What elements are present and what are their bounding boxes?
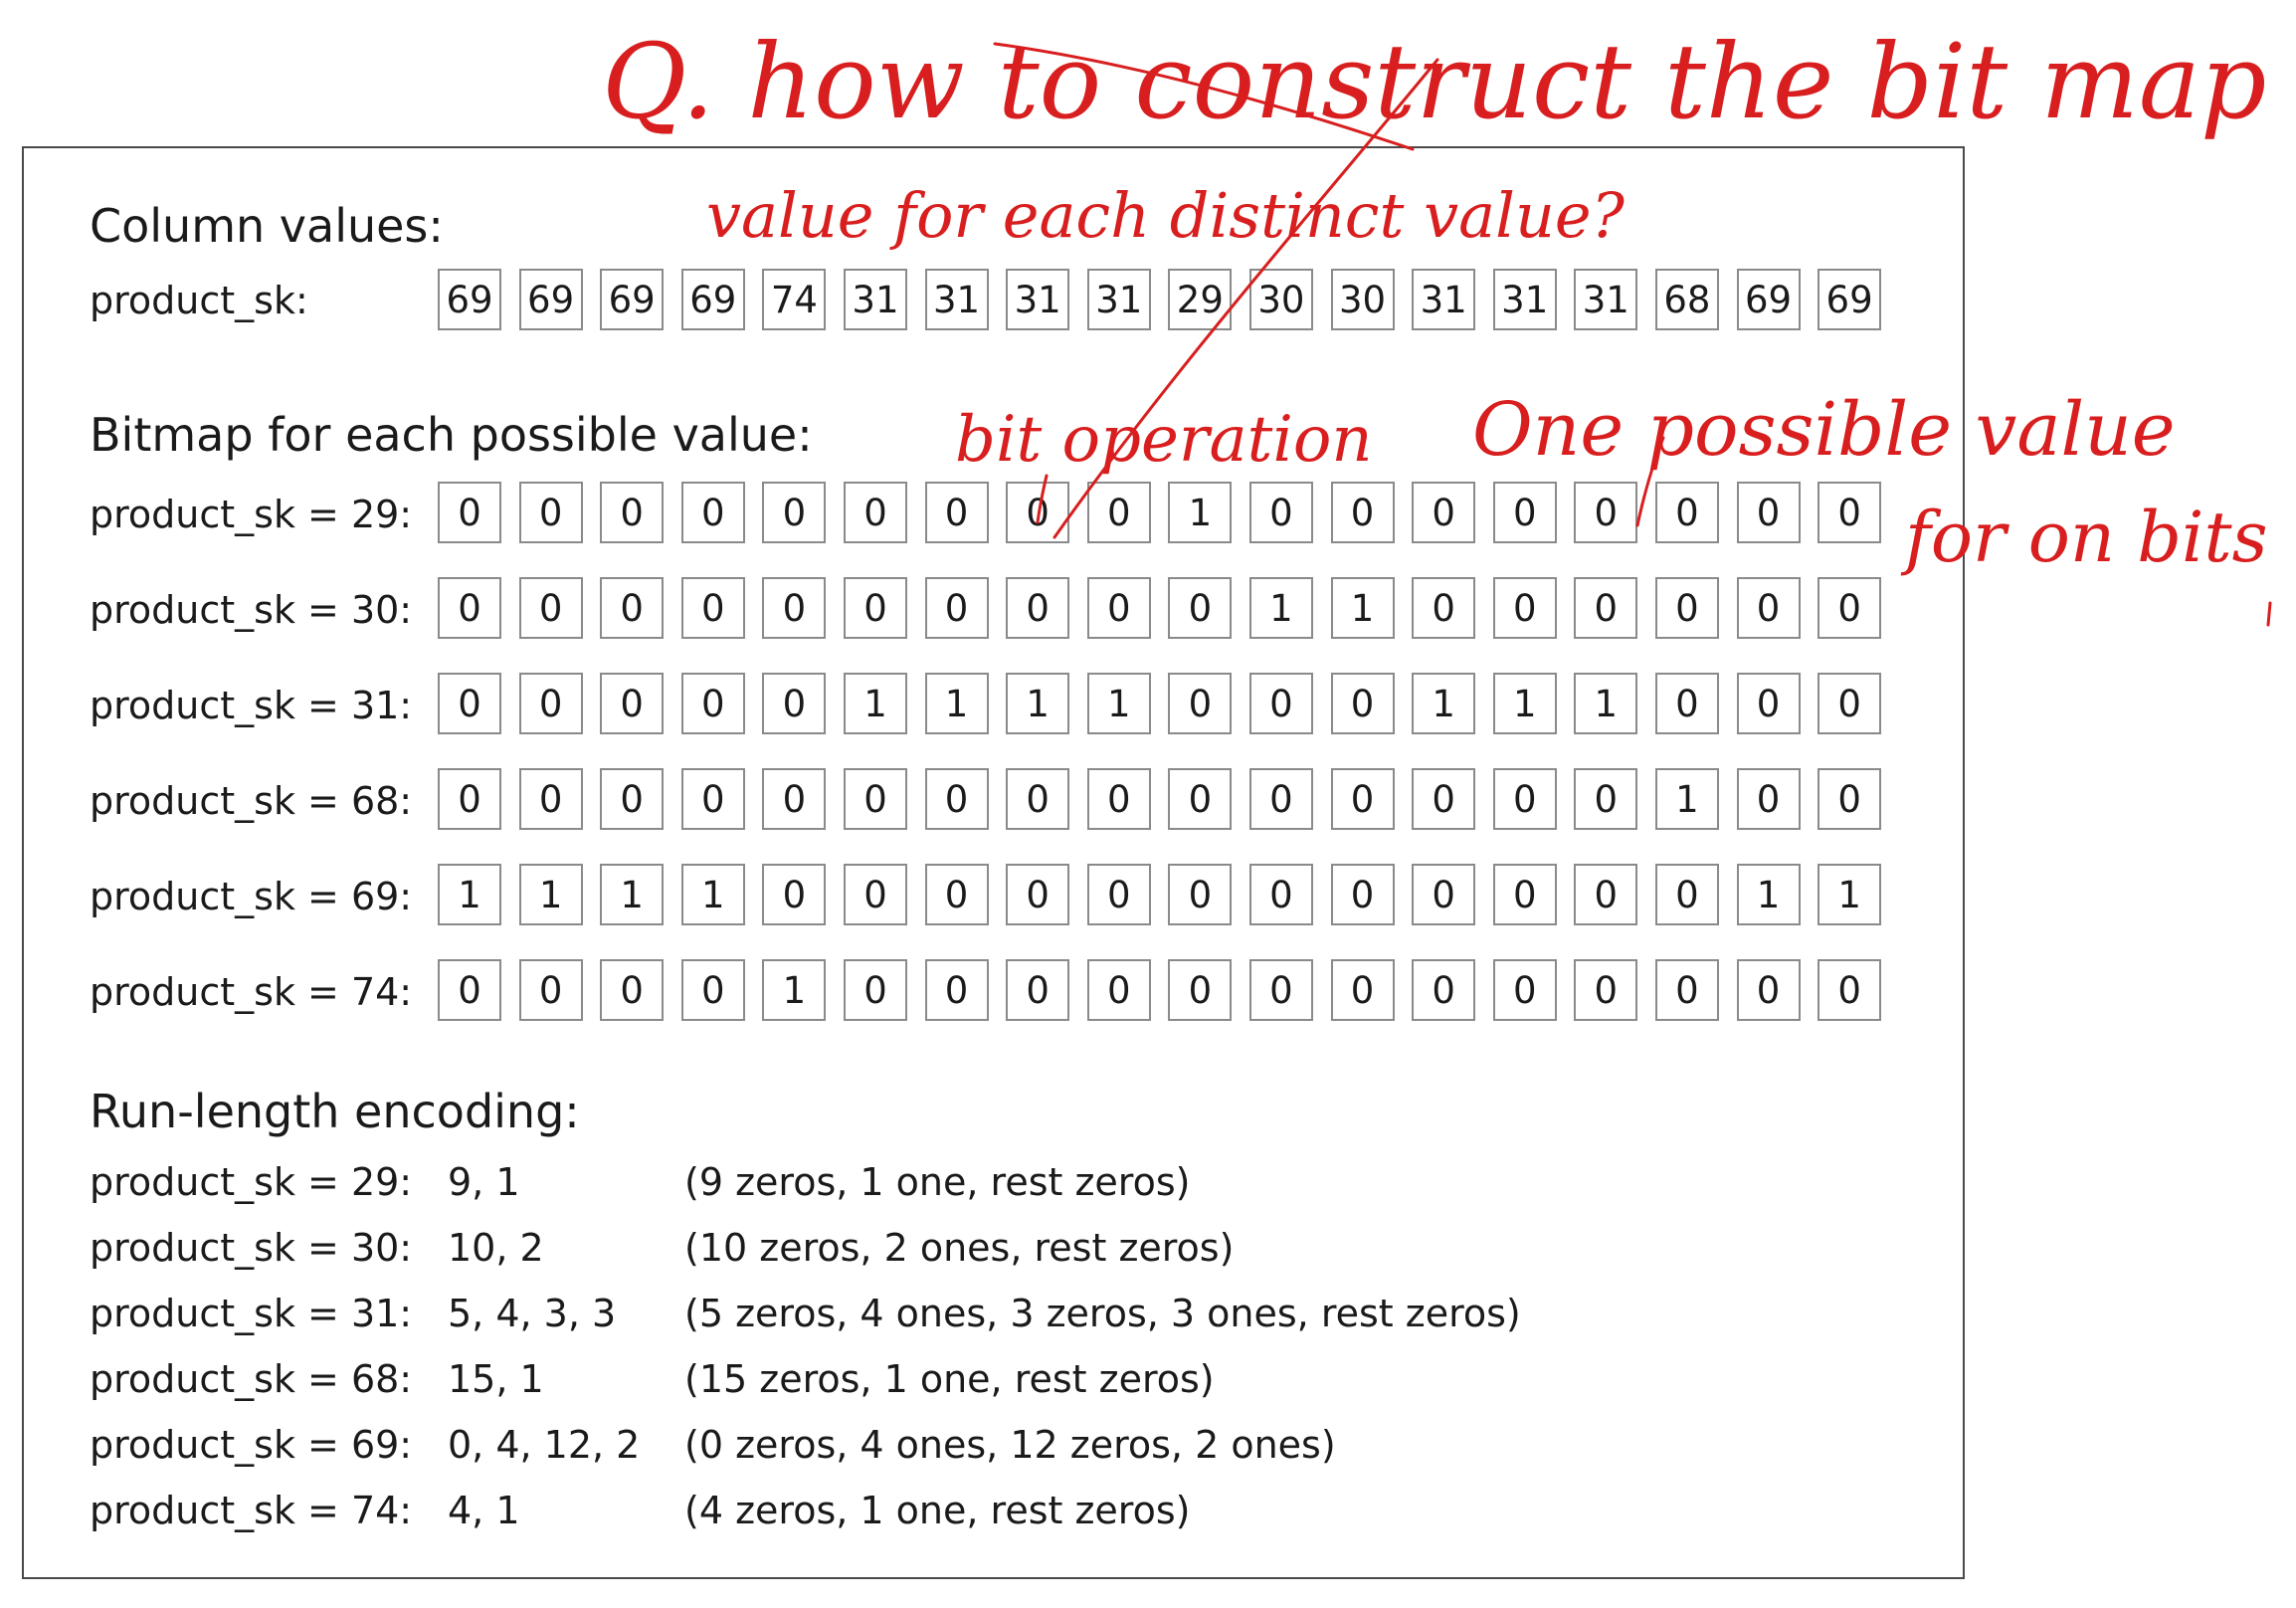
- bit-cell: 0: [1574, 577, 1637, 639]
- bit-cell: 0: [1818, 959, 1881, 1021]
- bit-cell: 0: [844, 959, 907, 1021]
- bit-cell: 0: [1006, 768, 1069, 830]
- bit-cell: 1: [844, 673, 907, 734]
- column-value-cell: 31: [1087, 269, 1151, 330]
- bit-cell: 0: [762, 673, 826, 734]
- bit-cell: 0: [600, 482, 664, 543]
- bitmap-row-cells: [438, 482, 1881, 543]
- column-value-cell: 69: [1737, 269, 1801, 330]
- bit-cell: 0: [600, 673, 664, 734]
- bit-cell: 0: [1412, 482, 1475, 543]
- bit-cell: 0: [519, 673, 583, 734]
- bit-cell: 1: [1493, 673, 1557, 734]
- bit-cell: 0: [600, 577, 664, 639]
- bitmap-row-cells: [438, 673, 1881, 734]
- bit-cell: 0: [844, 768, 907, 830]
- rle-row-runs: 4, 1: [448, 1489, 520, 1532]
- bit-cell: 1: [1818, 864, 1881, 925]
- bit-cell: 0: [1574, 768, 1637, 830]
- column-value-cell: 31: [1006, 269, 1069, 330]
- bit-cell: 0: [925, 768, 989, 830]
- bit-cell: 0: [681, 482, 745, 543]
- bit-cell: 1: [1249, 577, 1313, 639]
- bit-cell: 0: [1818, 577, 1881, 639]
- column-value-cell: 29: [1168, 269, 1232, 330]
- bit-cell: 1: [1087, 673, 1151, 734]
- bit-cell: 0: [519, 959, 583, 1021]
- bit-cell: 0: [1168, 768, 1232, 830]
- bit-cell: 0: [925, 577, 989, 639]
- bit-cell: 0: [1574, 482, 1637, 543]
- rle-row-note: (15 zeros, 1 one, rest zeros): [684, 1357, 1215, 1401]
- bit-cell: 0: [1249, 959, 1313, 1021]
- bitmap-row-label: product_sk = 68:: [90, 779, 413, 823]
- bit-cell: 0: [1331, 482, 1395, 543]
- bit-cell: 0: [1493, 577, 1557, 639]
- bit-cell: 0: [1168, 864, 1232, 925]
- bitmap-row-label: product_sk = 31:: [90, 684, 413, 727]
- bit-cell: 0: [438, 482, 501, 543]
- bit-cell: 0: [600, 768, 664, 830]
- bit-cell: 0: [1412, 864, 1475, 925]
- column-value-cell: 31: [925, 269, 989, 330]
- column-values-heading: Column values:: [90, 199, 444, 253]
- bit-cell: 0: [1168, 959, 1232, 1021]
- bit-cell: 0: [681, 577, 745, 639]
- bit-cell: 0: [1331, 768, 1395, 830]
- rle-heading: Run-length encoding:: [90, 1085, 580, 1138]
- column-value-cell: 68: [1655, 269, 1719, 330]
- bitmap-row-label: product_sk = 74:: [90, 970, 413, 1014]
- bit-cell: 0: [762, 768, 826, 830]
- bit-cell: 0: [1493, 768, 1557, 830]
- bit-cell: 0: [1006, 482, 1069, 543]
- rle-row-note: (0 zeros, 4 ones, 12 zeros, 2 ones): [684, 1423, 1336, 1467]
- rle-row-runs: 5, 4, 3, 3: [448, 1292, 617, 1335]
- bit-cell: 0: [600, 959, 664, 1021]
- column-value-cell: 30: [1331, 269, 1395, 330]
- bit-cell: 0: [438, 768, 501, 830]
- bit-cell: 0: [1818, 768, 1881, 830]
- column-value-cell: 74: [762, 269, 826, 330]
- bitmap-row-cells: [438, 864, 1881, 925]
- column-value-cell: 69: [1818, 269, 1881, 330]
- bit-cell: 0: [438, 577, 501, 639]
- bitmap-heading: Bitmap for each possible value:: [90, 408, 813, 462]
- bit-cell: 1: [681, 864, 745, 925]
- bit-cell: 0: [1493, 959, 1557, 1021]
- bit-cell: 0: [1493, 864, 1557, 925]
- bit-cell: 0: [1249, 673, 1313, 734]
- column-value-cell: 31: [1412, 269, 1475, 330]
- bit-cell: 0: [1006, 577, 1069, 639]
- bit-cell: 0: [1087, 864, 1151, 925]
- bit-cell: 0: [762, 577, 826, 639]
- bit-cell: 0: [438, 673, 501, 734]
- bit-cell: 0: [1818, 482, 1881, 543]
- bit-cell: 0: [1655, 959, 1719, 1021]
- rle-row-runs: 15, 1: [448, 1357, 544, 1401]
- bit-cell: 0: [438, 959, 501, 1021]
- bit-cell: 0: [1331, 959, 1395, 1021]
- bit-cell: 1: [1737, 864, 1801, 925]
- bit-cell: 1: [925, 673, 989, 734]
- bit-cell: 0: [1087, 482, 1151, 543]
- bit-cell: 0: [1574, 864, 1637, 925]
- bit-cell: 0: [1006, 864, 1069, 925]
- bit-cell: 0: [1655, 577, 1719, 639]
- bit-cell: 0: [1006, 959, 1069, 1021]
- bit-cell: 0: [1087, 577, 1151, 639]
- bit-cell: 0: [1737, 673, 1801, 734]
- bit-cell: 0: [681, 673, 745, 734]
- column-value-cell: 30: [1249, 269, 1313, 330]
- bit-cell: 1: [1006, 673, 1069, 734]
- bit-cell: 0: [844, 482, 907, 543]
- column-value-cell: 31: [844, 269, 907, 330]
- bit-cell: 0: [1737, 768, 1801, 830]
- bit-cell: 0: [762, 864, 826, 925]
- bitmap-row-cells: [438, 577, 1881, 639]
- bit-cell: 0: [1331, 673, 1395, 734]
- bitmap-row-label: product_sk = 30:: [90, 588, 413, 632]
- rle-row-runs: 9, 1: [448, 1160, 520, 1204]
- bit-cell: 0: [1087, 959, 1151, 1021]
- rle-row-label: product_sk = 74:: [90, 1489, 413, 1532]
- bit-cell: 0: [1087, 768, 1151, 830]
- rle-row-label: product_sk = 31:: [90, 1292, 413, 1335]
- bit-cell: 0: [1655, 482, 1719, 543]
- bits-tick: [2268, 603, 2270, 625]
- rle-row-note: (9 zeros, 1 one, rest zeros): [684, 1160, 1191, 1204]
- bit-cell: 0: [519, 577, 583, 639]
- bit-cell: 0: [519, 482, 583, 543]
- bit-cell: 0: [681, 768, 745, 830]
- bit-cell: 0: [925, 959, 989, 1021]
- rle-row-label: product_sk = 69:: [90, 1423, 413, 1467]
- bit-cell: 0: [1249, 864, 1313, 925]
- bit-cell: 0: [1737, 577, 1801, 639]
- bit-cell: 0: [1493, 482, 1557, 543]
- annotation-question-line1: Q. how to construct the bit map: [602, 21, 2267, 142]
- bit-cell: 0: [681, 959, 745, 1021]
- column-values-label: product_sk:: [90, 279, 308, 322]
- annotation-answer-line2: for on bits: [1905, 497, 2268, 578]
- bit-cell: 0: [1168, 673, 1232, 734]
- bit-cell: 0: [1737, 959, 1801, 1021]
- bitmap-row-cells: [438, 959, 1881, 1021]
- bit-cell: 0: [1412, 577, 1475, 639]
- bit-cell: 1: [1412, 673, 1475, 734]
- bit-cell: 0: [1655, 673, 1719, 734]
- bit-cell: 0: [1818, 673, 1881, 734]
- column-value-cell: 69: [600, 269, 664, 330]
- bitmap-row-label: product_sk = 69:: [90, 875, 413, 918]
- bit-cell: 1: [438, 864, 501, 925]
- bit-cell: 1: [600, 864, 664, 925]
- bit-cell: 0: [1249, 768, 1313, 830]
- column-values-cells: [438, 269, 1881, 330]
- column-value-cell: 31: [1493, 269, 1557, 330]
- bit-cell: 0: [1737, 482, 1801, 543]
- bit-cell: 0: [1655, 864, 1719, 925]
- rle-row-note: (5 zeros, 4 ones, 3 zeros, 3 ones, rest zeros): [684, 1292, 1521, 1335]
- bit-cell: 0: [844, 864, 907, 925]
- bit-cell: 0: [519, 768, 583, 830]
- bit-cell: 1: [762, 959, 826, 1021]
- annotation-question-line2: value for each distinct value?: [706, 179, 1625, 252]
- bit-cell: 0: [844, 577, 907, 639]
- bit-cell: 0: [762, 482, 826, 543]
- bit-cell: 0: [1412, 768, 1475, 830]
- annotation-bit-operation: bit operation: [955, 403, 1373, 477]
- annotation-answer-line1: One possible value: [1472, 387, 2176, 473]
- bit-cell: 1: [1331, 577, 1395, 639]
- bit-cell: 0: [1331, 864, 1395, 925]
- bit-cell: 1: [1655, 768, 1719, 830]
- column-value-cell: 69: [519, 269, 583, 330]
- rle-row-note: (4 zeros, 1 one, rest zeros): [684, 1489, 1191, 1532]
- bit-cell: 0: [1168, 577, 1232, 639]
- bit-cell: 0: [925, 864, 989, 925]
- bit-cell: 1: [1574, 673, 1637, 734]
- rle-row-runs: 0, 4, 12, 2: [448, 1423, 641, 1467]
- bit-cell: 0: [1249, 482, 1313, 543]
- column-value-cell: 69: [438, 269, 501, 330]
- bit-cell: 0: [925, 482, 989, 543]
- rle-row-note: (10 zeros, 2 ones, rest zeros): [684, 1226, 1235, 1270]
- rle-row-runs: 10, 2: [448, 1226, 544, 1270]
- bit-cell: 0: [1574, 959, 1637, 1021]
- bit-cell: 0: [1412, 959, 1475, 1021]
- bitmap-row-cells: [438, 768, 1881, 830]
- rle-row-label: product_sk = 30:: [90, 1226, 413, 1270]
- column-value-cell: 31: [1574, 269, 1637, 330]
- bitmap-row-label: product_sk = 29:: [90, 493, 413, 536]
- bit-cell: 1: [1168, 482, 1232, 543]
- bit-cell: 1: [519, 864, 583, 925]
- rle-row-label: product_sk = 29:: [90, 1160, 413, 1204]
- rle-row-label: product_sk = 68:: [90, 1357, 413, 1401]
- column-value-cell: 69: [681, 269, 745, 330]
